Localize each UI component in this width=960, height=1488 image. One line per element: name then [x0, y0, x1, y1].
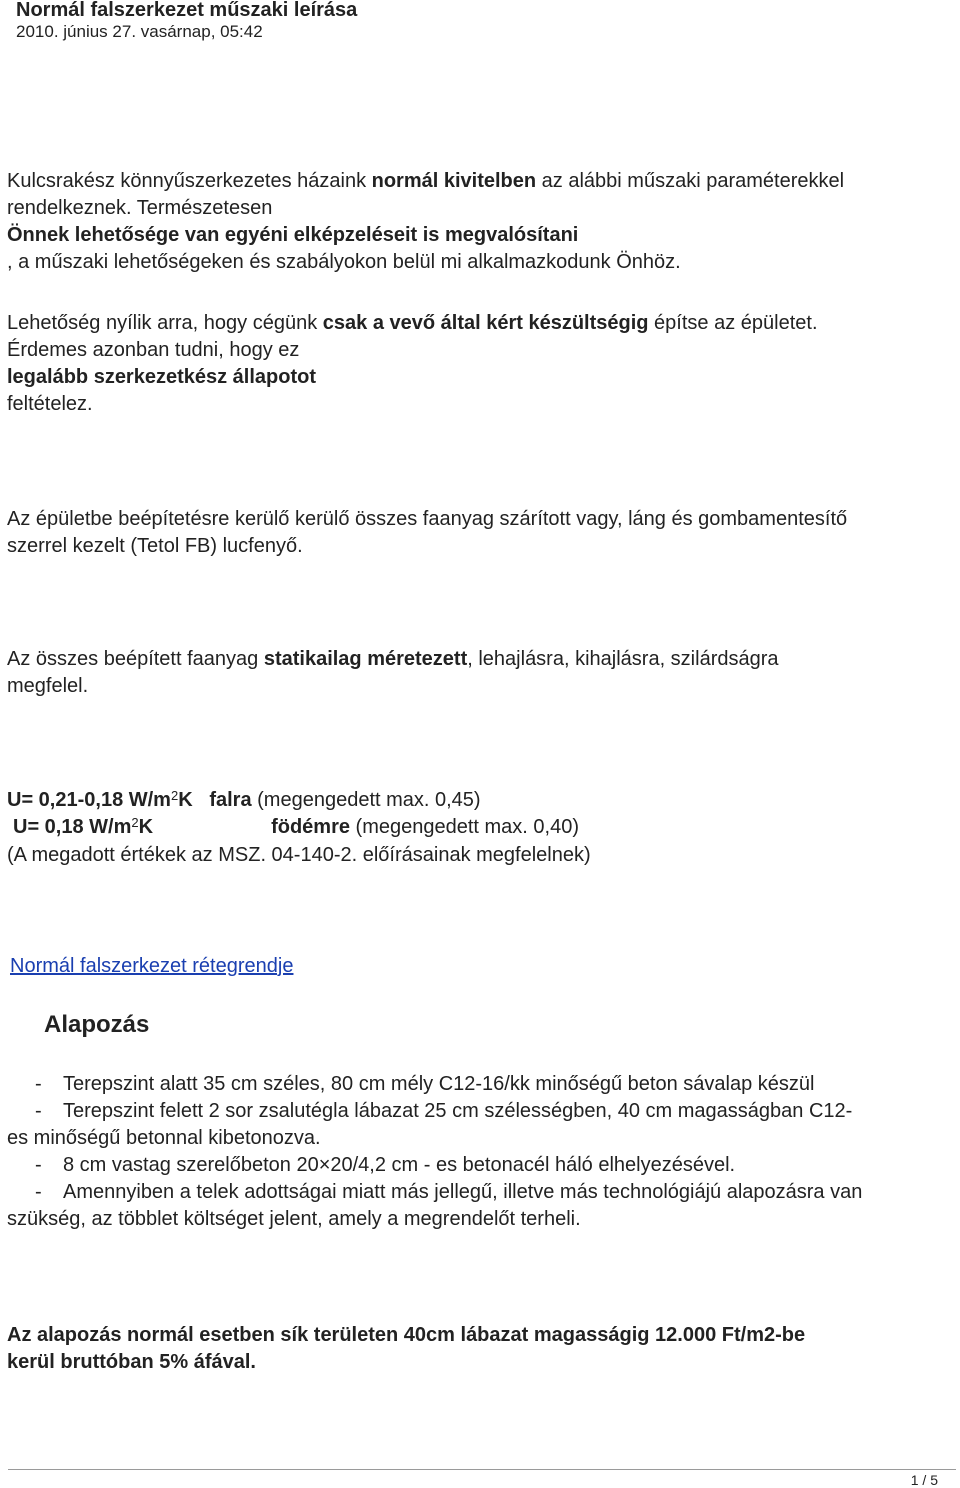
foundation-list — [7, 1071, 957, 1233]
static-line-2: megfelel. — [7, 675, 89, 697]
price-line-1: Az alapozás normál esetben sík területen 40cm lábazat magasságig 12.000 Ft/m2-be — [7, 1324, 806, 1346]
layer-structure-link[interactable]: Normál falszerkezet rétegrendje — [10, 955, 294, 977]
intro-paragraph — [7, 168, 957, 276]
option-line-1: Lehetőség nyílik arra, hogy cégünk csak a vevő által kért készültségig építse az épületet. — [7, 312, 818, 334]
list-item: - Terepszint alatt 35 cm széles, 80 cm mély C12-16/kk minőségű beton sávalap készül — [35, 1073, 815, 1095]
intro-emphasis: normál kivitelben — [371, 170, 537, 192]
intro-line-3: Önnek lehetősége van egyéni elképzeléseit is megvalósítani — [7, 224, 579, 246]
option-line-2: Érdemes azonban tudni, hogy ez — [7, 339, 300, 361]
option-line-4: feltételez. — [7, 393, 93, 415]
document-header — [8, 0, 960, 46]
page-number: 1 / 5 — [910, 1472, 938, 1488]
document-date: 2010. június 27. vasárnap, 05:42 — [16, 22, 263, 41]
wood-line-1: Az épületbe beépítetésre kerülő kerülő összes faanyag szárított vagy, láng és gombamentesítő — [7, 508, 848, 530]
static-paragraph — [7, 646, 957, 700]
u-value-wall: U= 0,21-0,18 $W/m^2K$ falra (megengedett max. 0,45) — [7, 788, 481, 811]
wood-line-2: szerrel kezelt (Tetol FB) lucfenyő. — [7, 535, 303, 557]
intro-line-2: rendelkeznek. Természetesen — [7, 197, 273, 219]
footer-divider — [8, 1469, 956, 1470]
u-value-standard-note: (A megadott értékek az MSZ. 04-140-2. előírásainak megfelelnek) — [7, 844, 591, 866]
static-line-1: Az összes beépített faanyag statikailag méretezett, lehajlásra, kihajlásra, szilárdságra — [7, 648, 779, 670]
option-line-3: legalább szerkezetkész állapotot — [7, 366, 317, 388]
option-paragraph — [7, 310, 957, 418]
list-item-continuation: szükség, az többlet költséget jelent, amely a megrendelőt terheli. — [7, 1208, 581, 1230]
u-value-floor: U= 0,18 $W/m^2K$ födémre (megengedett max. 0,40) — [13, 815, 579, 838]
list-item-continuation: es minőségű betonnal kibetonozva. — [7, 1127, 321, 1149]
document-title: Normál falszerkezet műszaki leírása — [16, 0, 358, 21]
price-paragraph — [7, 1322, 957, 1376]
wood-paragraph — [7, 506, 957, 560]
list-item: - 8 cm vastag szerelőbeton 20×20/4,2 cm - es betonacél háló elhelyezésével. — [35, 1154, 736, 1176]
list-item: - Terepszint felett 2 sor zsalutégla lábazat 25 cm szélességben, 40 cm magasságban C12- — [35, 1100, 853, 1122]
intro-line-4: , a műszaki lehetőségeken és szabályokon belül mi alkalmazkodunk Önhöz. — [7, 251, 681, 273]
static-emphasis: statikailag méretezett — [263, 648, 468, 670]
list-item: - Amennyiben a telek adottságai miatt más jellegű, illetve más technológiájú alapozásra van — [35, 1181, 863, 1203]
intro-line-1: Kulcsrakész könnyűszerkezetes házaink normál kivitelben az alábbi műszaki paraméterekkel — [7, 170, 845, 192]
option-emphasis: csak a vevő által kért készültségig — [322, 312, 649, 334]
price-line-2: kerül bruttóban 5% áfával. — [7, 1351, 256, 1373]
foundation-heading: Alapozás — [44, 1011, 150, 1038]
